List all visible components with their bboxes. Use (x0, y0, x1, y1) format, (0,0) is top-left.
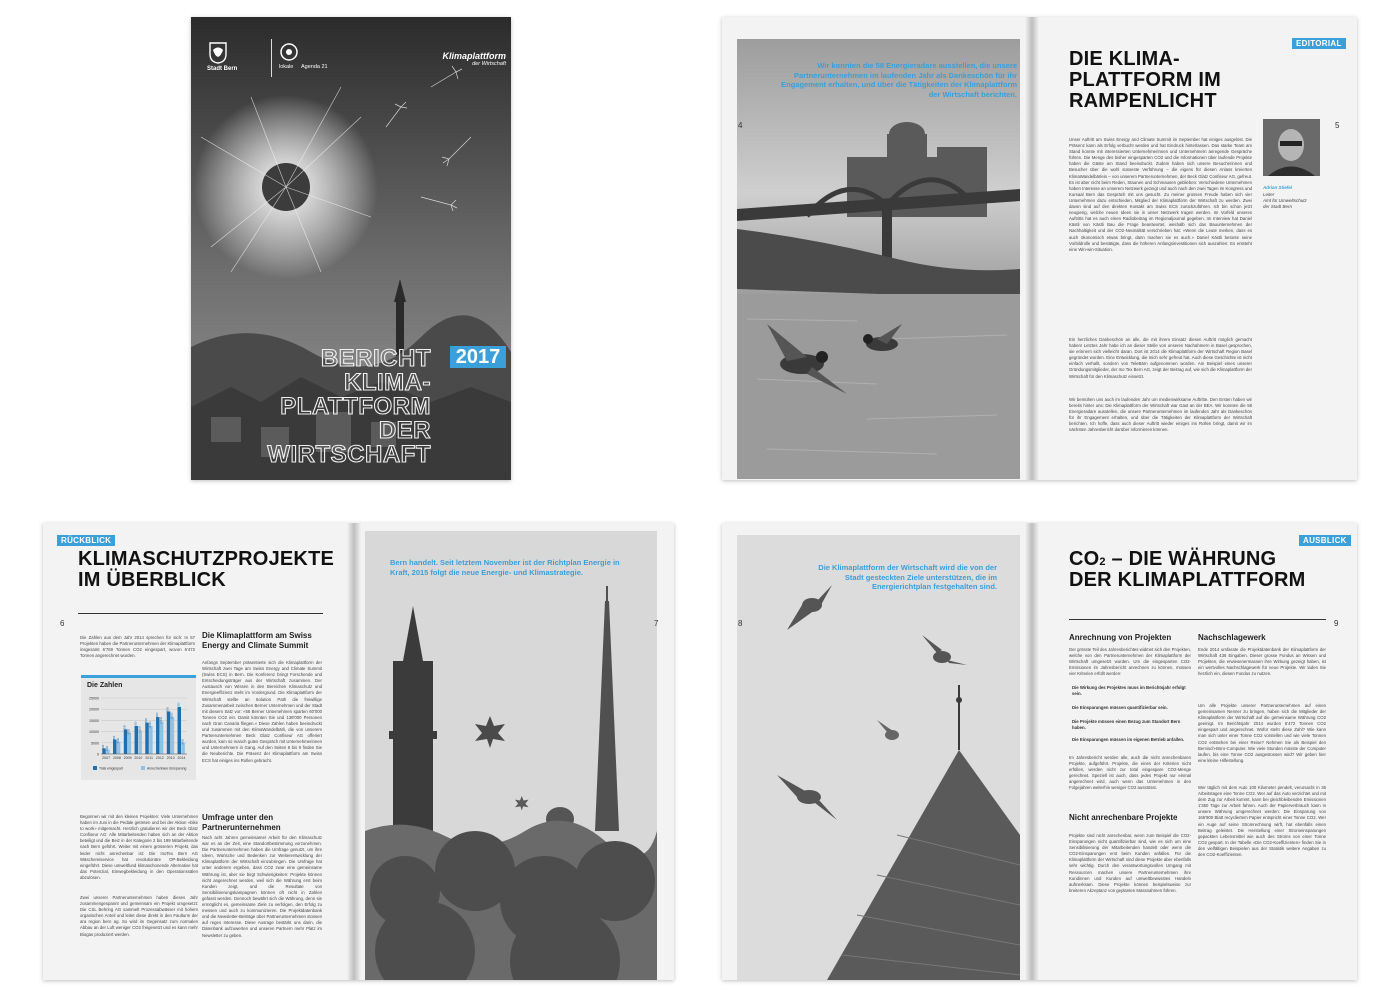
editorial-page-number-right: 5 (1335, 121, 1340, 130)
stadt-bern-label: Stadt Bern (207, 66, 238, 72)
bar-anrechenbar (171, 717, 174, 754)
rueckblick-body-left-2: Zwei unserer Partnerunternehmen haben dieses Jahr zusammengespannt und gemeinsam ein Projekt umgesetzt: Die CSL Behring AG sammelt Prozessabwässer mit hohem organischen Anteil und leitet diese direkt in den Faulturm der ara region bern ag. So wird im Gegensatz zum normalen Abbau an der Luft weniger CO2 freigesetzt und es kann mehr Biogas produziert werden. (80, 895, 198, 937)
ausblick-fold (1025, 523, 1039, 980)
lokale-agenda-logo (279, 42, 349, 77)
rueckblick-rule (78, 613, 323, 614)
birds-and-roof-illustration (737, 535, 1020, 980)
cover-year-badge: 2017 (450, 346, 506, 368)
bar-data-label: 11000 (123, 725, 127, 732)
bar-anrechenbar (160, 722, 163, 754)
bern-crest-icon (209, 42, 227, 64)
rueckblick-body-left-1: Begonnen wir mit den kleinen Projekten: Viele Unternehmen haben im Juni in die Pedale getreten und bei der Aktion «bike to work» mitgemacht. Herzlich gratulieren wir der Beck Glatz Confiseur AG: Alle Mitarbeitenden haben sich an der Aktion beteiligt und die Beiz in der Kategorie 2 bis 199 Mitarbeitende nach Bern geführt. Weiter mit einem grösseren Projekt, das leider nicht anrechenbar ist: Die InoTex Bern AG Wäschereiservice hat revolutionäre OP-Bekleidung eingeführt. Diese umweltfund klimaschonende Alternative hat das Potenzial, Einwegbekleidung in den Operationssälen abzulösen. (80, 814, 198, 880)
ausblick-bullet-1: Die Wirkung des Projektes muss im Berichtsjahr erfolgt sein. (1072, 685, 1186, 697)
rueckblick-fold (347, 523, 361, 980)
ausblick-quote: Die Klimaplattform der Wirtschaft wird die von der Stadt gesteckten Ziele unterstützen, die im Energierichtplan festgehalten sind. (818, 563, 997, 591)
klimaplattform-logo (421, 51, 506, 67)
ausblick-birds-photo (737, 535, 1020, 980)
ausblick-bullet-4: Die Einsparungen müssen im eigenen Betrieb anfallen. (1072, 737, 1185, 742)
portrait-silhouette-icon (1263, 119, 1320, 176)
ausblick-rule (1069, 619, 1326, 620)
y-tick-label: 20000 (89, 707, 99, 712)
bar-data-label: 2500 (102, 744, 106, 751)
bar-data-label: 19000 (166, 707, 170, 714)
agenda-label: Agenda 21 (301, 64, 328, 70)
ausblick-title-subscript: 2 (1099, 556, 1106, 568)
ausblick-spread (722, 523, 1357, 980)
bar-data-label: 12500 (134, 721, 138, 729)
rueckblick-intro: Die Zahlen aus dem Jahr 2014 sprechen für sich: In 57 Projekten haben die Partnerunternehmen der Klimaplattform insgesamt 6'769 Tonnen CO2 eingespart, wovon 6'472 Tonnen angerechnet wurden. (80, 635, 195, 659)
y-tick-label: 10000 (89, 730, 99, 735)
editorial-quote: Wir konnten die 58 Energieradare ausstellen, die unsere Partnerunternehmen im laufenden Jahr als Dankeschön für ihr Engagement erhalten, und über die Tätigkeiten der Klimaplattform der Wirtschaft berichten. (781, 61, 1017, 99)
editorial-spread (722, 17, 1357, 480)
stadt-bern-logo (207, 42, 267, 77)
klimaplattform-logo-line1: Klimaplattform (442, 51, 506, 61)
logo-divider (271, 39, 272, 77)
legend-swatch (93, 766, 97, 770)
ausblick-subhead-2: Nicht anrechenbare Projekte (1069, 813, 1178, 822)
rueckblick-body-mid-2: Nach acht Jahren gemeinsamer Arbeit für den Klimaschutz war es an der Zeit, eine Standortbestimmung vorzunehmen. Die Partnerunternehmen haben die Umfrage genutzt, um ihre Ideen, Wünsche und Bedenken zur Weiterentwicklung der Klimaplattform der Wirtschaft einzubringen. Die Umfrage hat unter anderem ergeben, dass CO2 zwar eine gemeinsame Währung ist, aber sie birgt Schwierigkeiten: Projekte können nicht angerechnet werden, weil sich die Währung erst beim Kunden zeigt, und die Resultate von Sensibilisierungskampagnen können oft nicht in Zahlen gefasst werden. Dennoch bewährt sich die Währung, denn sie ermöglicht es, gemeinsame Ziele zu verfolgen, den Erfolg zu messen und auch zu kommunizieren. Die Projektdatenbank und die Newsletter-Beiträge über Partnerunternehmen stossen auf reges Interesse. Diese Ausrage bestärkt uns darin, die Datenbank aufzuwerten und unseren Partnern mehr Platz im Newsletter zu geben. (202, 835, 322, 938)
bar-data-label: 9500 (127, 729, 131, 735)
bar-data-label: 10500 (138, 726, 142, 733)
cathedral-illustration (365, 531, 657, 980)
rueckblick-tag: RÜCKBLICK (57, 535, 115, 546)
ausblick-body-3: Projekte sind nicht anrechenbar, wenn zum Beispiel die CO2-Einsparungen nicht quantifizierbar sind, wie es sich um eine Sensibilisierung der Mitarbeitenden handelt oder wenn die CO2-Einsparungen erst beim Kunden anfallen. Für die Klimaplattform der Wirtschaft sind diese Projekte aber ebenfalls sehr wichtig. Durch den verantwortungsvollen Umgang mit Ressourcen machen unsere Partnerunternehmen ihre Kundinnen und Kunden auf umweltbewusstes Handeln aufmerksam. Diese Projekte können beispielsweise zur breiteren Akzeptanz von geplanten Massnahmen führen. (1069, 833, 1191, 893)
ausblick-page-number-right: 9 (1334, 619, 1339, 628)
editorial-bridge-photo (737, 39, 1020, 479)
x-tick-label: 2013 (166, 756, 175, 760)
ausblick-tag: AUSBLICK (1299, 535, 1351, 546)
cover-title-line-4: DER (378, 417, 431, 444)
rueckblick-title-line-2: IM ÜBERBLICK (78, 569, 226, 591)
bar-data-label: 5500 (116, 738, 120, 744)
y-tick-label: 5000 (91, 741, 99, 746)
y-tick-label: 0 (97, 752, 99, 757)
bar-data-label: 14000 (145, 718, 149, 725)
ausblick-body-6: Wer täglich mit dem Auto 100 Kilometer pendelt, verursacht in 36 Arbeitstagen eine Tonne CO2. Wer auf das Auto verzichtet und mit dem Zug zur Arbeit kommt, kann bei gleichbleibenden Emissionen 1'350 Tage zur Arbeit fahren. Auch der Papierverbrauch kann in unsere Währung umgerechnet werden: Die Einsparung von 166'900 Blatt recycliertem Papier entspricht einer Tonne CO2. Wer ein Auge auf seine Stromrechnung wirft, hat ebenfalls einen Beitrag geleistet. Die Herstellung einer Stromeinsparungen gepackten Lebensmittel wie auch des Stroms von einer Tonne CO2 gespart. In der Tabelle «Die CO2-Koeffizienten» finden Sie in den vielfältigen Beispielen aus der Statistik weitere Angaben zu den CO2-Koeffizienten. (1198, 785, 1326, 858)
ausblick-body-5: Um alle Projekte unserer Partnerunternehmen auf einen gemeinsamen Nenner zu bringen, haben sich die Mitglieder der Klimaplattform der Wirtschaft auf die gemeinsame Währung CO2 geeinigt. Im Berichtsjahr 2014 wurden 6'472 Tonnen CO2 eingespart und angerechnet. Wofür steht diese Zahl? Wie kann man sich unter einer Tonne CO2 vorstellen und wie viele Tonnen CO2 entstehen bei einer Reise? Nehmen Sie als Beispiel den Bernisch-Büro-Computer. Wie viele Stunden müsste der Computer laufen, bis eine Tonne CO2 ausgestossen wird? Wir geben hier eine kleine Hilfestellung. (1198, 703, 1326, 763)
cover-title-line-2: KLIMA- (344, 369, 431, 396)
rueckblick-page-number-right: 7 (654, 619, 659, 628)
bar-data-label: 2000 (106, 745, 110, 752)
rueckblick-body-mid-1: Anfangs September präsentierte sich die Klimaplattform der Wirtschaft zwei Tage am Swiss Energy and Climate Summit (Swiss ECS) in Bern. Die Konferenz bringt Forschende und Entscheidungsträger aus der Wirtschaft zusammen. Der Austausch von Wissen in den Bereichen Klimaschutz und Energieeffizienz steht im Vordergrund. Die Klimaplattform der Wirtschaft stellte an Solution Path die freiwillige Zusammenarbeit zwischen Berner Unternehmen und der Stadt mit diesem Satz vor: «56 Berner Unternehmen sparten 60'000 Tonnen CO2 ein. Damit könnten Sie und 138'000 Personen nach Gran Canaria fliegen.» Diese Zahlen haben beeindruckt und zusammen mit den KlimaWandelbärli, die von unserem Partnerunternehmen Beck Glatz Confiseur AG offeriert wurden, kam so manch gutes Gespräch mit Unternehmerinnen und Unternehmern in Gang. Auf den Seiten 8 bis 9 finden Sie die Neuberichte. Die Präsenz der Klimaplattform am Swiss ECS hat einiges ins Rollen gebracht. (202, 660, 322, 763)
rueckblick-subhead-1: Die Klimaplattform am Swiss Energy and Climate Summit (202, 631, 312, 650)
ausblick-subhead-3: Nachschlagewerk (1198, 633, 1266, 642)
bar-data-label: 16500 (155, 712, 159, 720)
bridge-and-ducks-illustration (737, 39, 1020, 479)
x-tick-label: 2012 (155, 756, 164, 760)
agenda21-logo-icon (279, 42, 299, 62)
bar-data-label: 16500 (170, 712, 174, 720)
x-tick-label: 2007 (102, 756, 111, 760)
ausblick-body-4: Ende 2014 umfasste die Projektdatenbank der Klimaplattform der Wirtschaft 436 Eingaben. Dieser grosse Fundus an Wissen und Projekten, die erwiesenermassen ihre Wirkung gezeigt haben, ist ein wertvolles Nachschlagewerk für neue Projekte. Wir laden Sie herzlich ein, diesen Fundus zu nutzen. (1198, 647, 1326, 677)
bar-data-label: 12500 (149, 721, 153, 729)
author-portrait (1263, 119, 1320, 176)
rueckblick-cathedral-photo (365, 531, 657, 980)
x-tick-label: 2014 (177, 756, 186, 760)
ausblick-body-2: Im Jahresbericht werden alle, auch die nicht anrechenbaren Projekte, aufgeführt. Projekte, die eines der Kriterien nicht erfüllen, werden nicht zur total eingespare CO2-Menge gerechnet. Speziell ist auch, dass jedes Projekt nur einmal angerechnet wird, auch wenn das Unternehmen in den Folgejahren weiterhin weniger CO2 ausstösst. (1069, 755, 1191, 791)
chart-box-title: Die Zahlen (87, 682, 123, 689)
editorial-body-paragraph-2: Ein herzliches Dankeschön an alle, die mit ihrem Einsatz diesen Auftritt möglich gemacht haben! Letztes Jahr habe ich an dieser Stelle von unseren Nachahmern in Basel gesprochen, sie erinnern sich vielleicht daran. Dort ist 2014 die Klimaplattform der Wirtschaft Region Basel gegründet worden. Eine Entwicklung, die mich sehr gefreut hat. Auch diese Geschichte ist nicht einfach verhallt, sondern von TeleBärn aufgenommen worden. Am Beispiel eines unserer Gründungsmitglieder, der Ino Tex Bern AG, zeigt der Beitrag auf, wie sich die Klimaplattform der Wirtschaft für den Klimaschutz einsetzt. (1069, 337, 1252, 379)
legend-label: Total eingespart (99, 766, 123, 771)
cover-title-line-1: BERICHT (320, 345, 431, 372)
x-tick-label: 2010 (134, 756, 143, 760)
bar-data-label: 14500 (159, 717, 163, 724)
ausblick-subhead-1: Anrechnung von Projekten (1069, 633, 1172, 642)
rueckblick-page-number-left: 6 (60, 619, 65, 628)
y-tick-label: 25000 (89, 696, 99, 701)
ausblick-page-number-left: 8 (738, 619, 743, 628)
bar-data-label: 6500 (112, 735, 116, 742)
klimaplattform-logo-line2: der Wirtschaft (472, 61, 506, 67)
x-tick-label: 2008 (112, 756, 121, 760)
ausblick-bullet-3: Die Projekte müssen einen Bezug zum Standort Bern haben. (1072, 719, 1181, 731)
author-role-3: der Stadt Bern (1263, 204, 1293, 209)
rueckblick-spread (43, 523, 674, 980)
author-name: Adrian Stiefel (1263, 185, 1293, 190)
rueckblick-subhead-2: Umfrage unter den Partnerunternehmen (202, 813, 281, 832)
ausblick-bullet-2: Die Einsparungen müssen quantifizierbar sein. (1072, 705, 1168, 710)
editorial-tag: EDITORIAL (1292, 38, 1346, 49)
editorial-fold (1025, 17, 1039, 480)
bar-total (178, 707, 181, 754)
legend-swatch (141, 766, 145, 770)
legend-label: Anrechenbare Einsparung (147, 766, 187, 771)
bar-anrechenbar (149, 726, 152, 754)
bar-data-label: 5000 (181, 739, 185, 745)
editorial-title-line-3: RAMPENLICHT (1069, 90, 1217, 112)
bar-data-label: 21000 (177, 702, 181, 710)
bar-chart (83, 694, 193, 776)
editorial-body-paragraph-1: Unser Auftritt am Swiss Energy and Climate Summit im September hat einiges ausgelöst. Die Präsenz kann als Erfolg verbucht werden und hat Eindruck hinterlassen. Das starke Team am Stand konnte mit interessierten Unternehmerinnen und Unternehmern anregende Gespräche führen. Die Menge des bisher eingesparten CO2 und die Informationen über laufende Projekte haben die Gäste am Stand beeindruckt. Zudem haben sich unsere Besucherinnen und Besucher über die wohl süsseste Verführung – die eigens für diesen Anlass kreierten KlimaWandelbärlein – von unserem Partnerunternehmen, der Beck Glatz Confiseur AG, gefreut. Es ist aber nicht beim Reden, Staunen und Schmausen geblieben: Verschiedene Unternehmen haben Interesse an unserem Netzwerk gezeigt und auch nach den zwei Tagen im Kongress und Kursaal Bern das Gespräch mit uns gesucht. Zu meiner grossen Freude haben sich vier Unternehmen dazu entschieden, Mitglied der Klimaplattform der Wirtschaft zu werden. Zwei davon sind auf den direkten Kontakt am Swiss ECS zurückzuführen. Ich bin schon jetzt neugierig, welche neuen Ideen sie in unser Netzwerk tragen werden. Im Vorfeld unseres Auftritts hat es auch einen Radiobeitrag im Regionaljournal gegeben. Im Interview hat Daniel Kästli von Kästli Bau die Frage beantwortet, weshalb sich das Bauunternehmen der Nachhaltigkeit und der CO2-Neutralität verschrieben hat: «Wenn die Leute merken, dass es auch ökonomisch etwas bringt, dann machen sie es auch.» Daniel Kästli betonte seine Vorbildrolle und bestätigte, dass die höheren Anfangsinvestitionen sich auszahlen: Es entsteht eine Win-win-Situation. (1069, 137, 1252, 252)
cover-page (191, 17, 511, 480)
lokale-label: lokale (279, 64, 294, 70)
y-tick-label: 15000 (89, 718, 99, 723)
x-tick-label: 2009 (123, 756, 132, 760)
editorial-body-paragraph-3: Wir bemühen uns auch im laufenden Jahr um medienwirksame Auftritte. Den Ersten haben wir bereits hinter uns: Die Klimaplattform der Wirtschaft war Gast an der BEA. Wir konnten die 58 Energieradare ausstellen, die unsere Partnerunternehmen im laufenden Jahr als Dankeschön für ihr Engagement erhalten, und über die Tätigkeiten der Klimaplattform der Wirtschaft berichten. Ich hoffe, dass auch dieser Auftritt wieder einiges ins Rollen bringt, damit wir im nächsten Jahresbericht darüber informieren können. (1069, 397, 1252, 433)
ausblick-title-co: CO (1069, 548, 1100, 570)
rueckblick-title-line-1: KLIMASCHUTZPROJEKTE (78, 548, 335, 570)
cover-title-line-3: PLATTFORM (280, 393, 431, 420)
bar-anrechenbar (128, 733, 131, 754)
bar-anrechenbar (138, 730, 141, 754)
ausblick-title-rest: – DIE WÄHRUNG (1105, 548, 1277, 570)
x-tick-label: 2011 (145, 756, 154, 760)
ausblick-body-1: Der grösste Teil des Jahresberichtes widmet sich den Projekten, welche von den Partnerunternehmen der Klimaplattform der Wirtschaft umgesetzt wurden. Um die eingesparten CO2-Emissionen im Jahresbericht anrechnen zu können, müssen vier Kriterien erfüllt werden: (1069, 647, 1191, 677)
editorial-title-line-1: DIE KLIMA- (1069, 48, 1180, 70)
chart-box (81, 675, 196, 780)
editorial-title-line-2: PLATTFORM IM (1069, 69, 1221, 91)
author-role-1: Leiter (1263, 192, 1275, 197)
ausblick-title-line-2: DER KLIMAPLATTFORM (1069, 569, 1306, 591)
rueckblick-quote: Bern handelt. Seit letztem November ist der Richtplan Energie in Kraft, 2015 folgt die neue Energie- und Klimastrategie. (390, 558, 620, 577)
cover-title-line-5: WIRTSCHAFT (267, 441, 431, 468)
author-role-2: Amt für Umweltschutz (1263, 198, 1307, 203)
editorial-page-number-left: 4 (738, 121, 743, 130)
